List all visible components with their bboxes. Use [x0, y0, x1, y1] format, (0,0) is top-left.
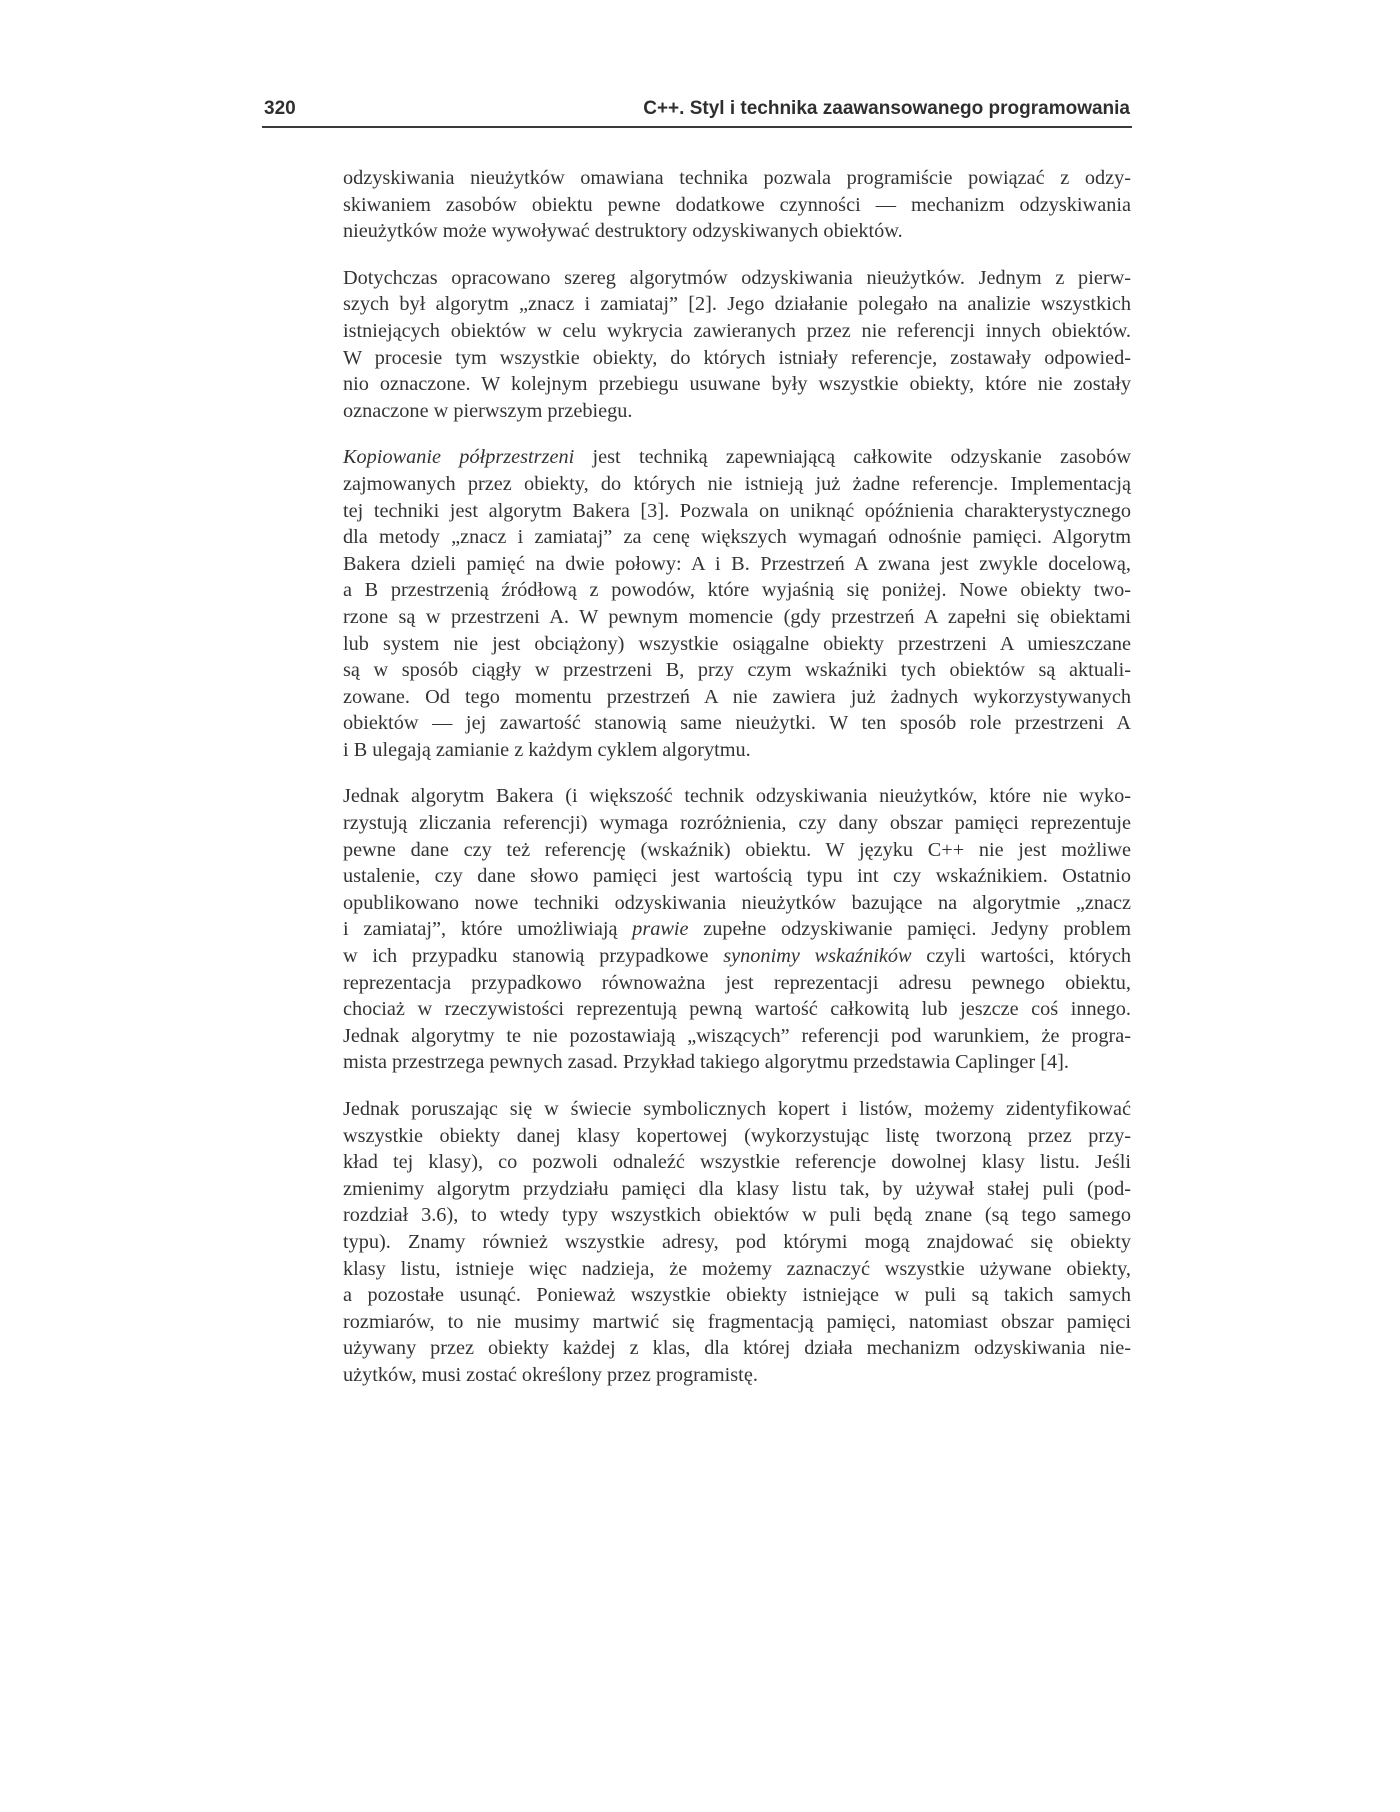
text-line: zajmowanych przez obiekty, do których nie istnieją już żadne referencje. Implementacją: [343, 472, 1131, 495]
text-line: Dotychczas opracowano szereg algorytmów odzyskiwania nieużytków. Jednym z pierw-: [343, 266, 1131, 289]
running-title: C++. Styl i technika zaawansowanego programowania: [643, 98, 1130, 119]
text-line: skiwaniem zasobów obiektu pewne dodatkowe czynności — mechanizm odzyskiwania: [343, 193, 1131, 216]
text-line: oznaczone w pierwszym przebiegu.: [343, 399, 633, 422]
italic-term: prawie: [632, 918, 689, 941]
text-line: nio oznaczone. W kolejnym przebiegu usuwane były wszystkie obiekty, które nie zostały: [343, 373, 1131, 396]
text-line: lub system nie jest obciążony) wszystkie osiągalne obiekty przestrzeni A umieszczane: [343, 632, 1131, 655]
text-line: i B ulegają zamianie z każdym cyklem algorytmu.: [343, 738, 751, 761]
text-line: a pozostałe usunąć. Ponieważ wszystkie obiekty istniejące w puli są takich samych: [343, 1284, 1131, 1307]
body-text: [343, 165, 1131, 1409]
text-line: reprezentacja przypadkowo równoważna jest reprezentacji adresu pewnego obiektu,: [343, 971, 1131, 994]
text-run: zupełne odzyskiwanie pamięci. Jedyny problem: [688, 918, 1131, 941]
text-line: szych był algorytm „znacz i zamiataj” [2]. Jego działanie polegało na analizie wszystkich: [343, 293, 1131, 316]
text-line: Jednak algorytmy te nie pozostawiają „wiszących” referencji pod warunkiem, że progra-: [343, 1024, 1131, 1047]
text-line: opublikowano nowe techniki odzyskiwania nieużytków bazujące na algorytmie „znacz: [343, 891, 1131, 914]
text-run: jest techniką zapewniającą całkowite odzyskanie zasobów: [574, 446, 1131, 469]
text-line: rozdział 3.6), to wtedy typy wszystkich obiektów w puli będą znane (są tego samego: [343, 1204, 1131, 1227]
text-line: dla metody „znacz i zamiataj” za cenę większych wymagań odnośnie pamięci. Algorytm: [343, 526, 1131, 549]
text-line: pewne dane czy też referencję (wskaźnik) obiektu. W języku C++ nie jest możliwe: [343, 838, 1131, 861]
text-line: [343, 943, 1131, 970]
text-line: kład tej klasy), co pozwoli odnaleźć wszystkie referencje dowolnej klasy listu. Jeśli: [343, 1151, 1131, 1174]
paragraph: [343, 1096, 1131, 1389]
running-header: [262, 98, 1132, 128]
italic-term: Kopiowanie półprzestrzeni: [343, 446, 575, 469]
text-line: W procesie tym wszystkie obiekty, do których istniały referencje, zostawały odpowied-: [343, 346, 1131, 369]
paragraph: [343, 444, 1131, 763]
text-line: obiektów — jej zawartość stanowią same nieużytki. W ten sposób role przestrzeni A: [343, 712, 1131, 735]
paragraph: [343, 265, 1131, 425]
text-line: rozmiarów, to nie musimy martwić się fragmentacją pamięci, natomiast obszar pamięci: [343, 1310, 1131, 1333]
text-line: Jednak algorytm Bakera (i większość technik odzyskiwania nieużytków, które nie wyko-: [343, 785, 1131, 808]
text-line: rzone są w przestrzeni A. W pewnym momencie (gdy przestrzeń A zapełni się obiektami: [343, 605, 1131, 628]
text-line: typu). Znamy również wszystkie adresy, pod którymi mogą znajdować się obiekty: [343, 1230, 1131, 1253]
text-run: czyli wartości, których: [911, 945, 1131, 968]
text-line: a B przestrzenią źródłową z powodów, które wyjaśnią się poniżej. Nowe obiekty two-: [343, 579, 1131, 602]
text-line: [343, 916, 1131, 943]
text-line: mista przestrzega pewnych zasad. Przykład takiego algorytmu przedstawia Caplinger [4].: [343, 1051, 1069, 1074]
text-line: są w sposób ciągły w przestrzeni B, przy czym wskaźniki tych obiektów są aktuali-: [343, 659, 1131, 682]
text-line: klasy listu, istnieje więc nadzieja, że możemy zaznaczyć wszystkie używane obiekty,: [343, 1257, 1131, 1280]
paragraph: [343, 783, 1131, 1076]
text-line: używany przez obiekty każdej z klas, dla której działa mechanizm odzyskiwania nie-: [343, 1337, 1131, 1360]
text-line: odzyskiwania nieużytków omawiana technika pozwala programiście powiązać z odzy-: [343, 167, 1131, 189]
text-line: użytków, musi zostać określony przez programistę.: [343, 1363, 758, 1386]
text-line: chociaż w rzeczywistości reprezentują pewną wartość całkowitą lub jeszcze coś innego.: [343, 998, 1131, 1021]
page-number: 320: [264, 98, 296, 119]
text-line: tej techniki jest algorytm Bakera [3]. Pozwala on uniknąć opóźnienia charakterystycznego: [343, 499, 1131, 522]
text-line: Bakera dzieli pamięć na dwie połowy: A i B. Przestrzeń A zwana jest zwykle docelową,: [343, 552, 1131, 575]
text-run: w ich przypadku stanowią przypadkowe: [343, 945, 724, 968]
text-run: i zamiataj”, które umożliwiają: [343, 918, 633, 941]
text-line: ustalenie, czy dane słowo pamięci jest wartością typu int czy wskaźnikiem. Ostatnio: [343, 865, 1131, 888]
text-line: zowane. Od tego momentu przestrzeń A nie zawiera już żadnych wykorzystywanych: [343, 685, 1131, 708]
text-line: wszystkie obiekty danej klasy kopertowej (wykorzystując listę tworzoną przez przy-: [343, 1124, 1131, 1147]
text-line: zmienimy algorytm przydziału pamięci dla klasy listu tak, by używał stałej puli (pod-: [343, 1177, 1131, 1200]
text-line: nieużytków może wywoływać destruktory odzyskiwanych obiektów.: [343, 220, 903, 243]
text-line: [343, 444, 1131, 471]
text-line: istniejących obiektów w celu wykrycia zawieranych przez nie referencji innych obiektów.: [343, 319, 1131, 342]
italic-term: synonimy wskaźników: [723, 945, 912, 968]
text-line: rzystują zliczania referencji) wymaga rozróżnienia, czy dany obszar pamięci reprezentuje: [343, 812, 1131, 835]
text-line: Jednak poruszając się w świecie symbolicznych kopert i listów, możemy zidentyfikować: [343, 1098, 1131, 1120]
paragraph: [343, 165, 1131, 245]
